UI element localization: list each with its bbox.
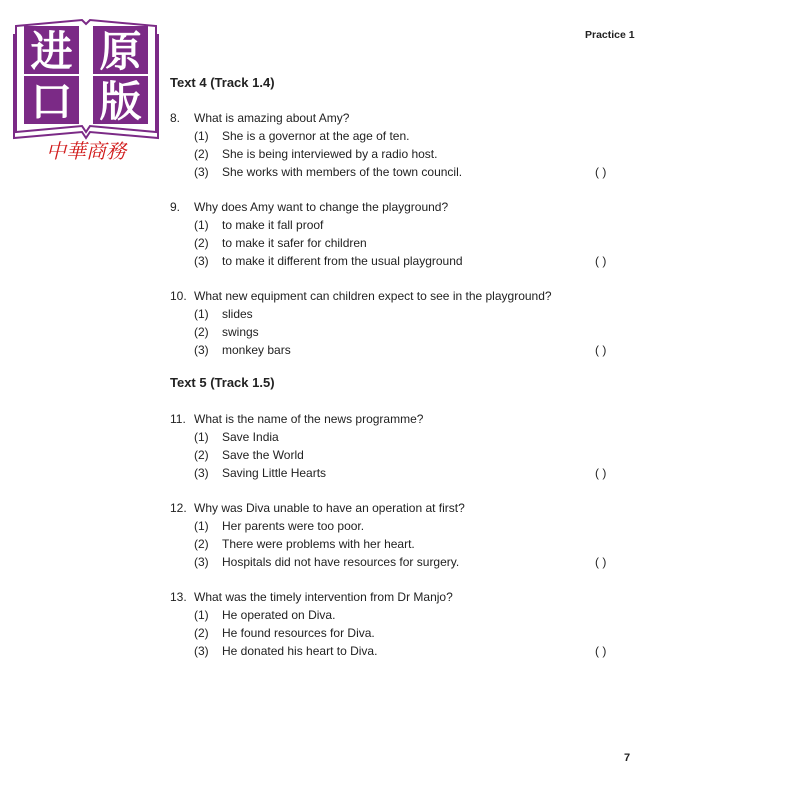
book-logo-graphic bbox=[12, 14, 160, 164]
logo-subtitle: 中華商務 bbox=[46, 139, 126, 163]
option-number: (2) bbox=[194, 325, 209, 339]
option-text: He operated on Diva. bbox=[222, 608, 336, 622]
option-3 bbox=[170, 553, 640, 571]
option-2 bbox=[170, 446, 640, 464]
question-11 bbox=[170, 410, 640, 482]
logo-char-4: 版 bbox=[99, 77, 142, 126]
option-number: (3) bbox=[194, 165, 209, 179]
option-text: Save the World bbox=[222, 448, 304, 462]
option-number: (2) bbox=[194, 626, 209, 640]
option-text: He donated his heart to Diva. bbox=[222, 644, 378, 658]
logo-char-1: 进 bbox=[30, 27, 73, 76]
option-text: Hospitals did not have resources for surgery. bbox=[222, 555, 460, 569]
logo-char-2: 原 bbox=[99, 27, 142, 76]
option-number: (3) bbox=[194, 644, 209, 658]
question-text: What is the name of the news programme? bbox=[194, 412, 424, 426]
option-number: (2) bbox=[194, 236, 209, 250]
option-text: She works with members of the town council. bbox=[222, 165, 463, 179]
question-12 bbox=[170, 499, 640, 571]
option-text: monkey bars bbox=[222, 343, 291, 357]
option-3 bbox=[170, 163, 640, 181]
option-number: (1) bbox=[194, 519, 209, 533]
option-1 bbox=[170, 127, 640, 145]
question-text: What was the timely intervention from Dr Manjo? bbox=[194, 590, 453, 604]
question-number: 13. bbox=[170, 590, 187, 604]
option-number: (3) bbox=[194, 343, 209, 357]
option-2 bbox=[170, 535, 640, 553]
answer-bracket[interactable]: ( ) bbox=[595, 555, 607, 569]
option-text: to make it safer for children bbox=[222, 236, 367, 250]
option-text: Save India bbox=[222, 430, 279, 444]
option-text: Saving Little Hearts bbox=[222, 466, 327, 480]
option-1 bbox=[170, 216, 640, 234]
question-number: 12. bbox=[170, 501, 187, 515]
question-8 bbox=[170, 109, 640, 181]
option-text: slides bbox=[222, 307, 253, 321]
answer-bracket[interactable]: ( ) bbox=[595, 254, 607, 268]
option-text: She is being interviewed by a radio host. bbox=[222, 147, 438, 161]
question-number: 8. bbox=[170, 111, 181, 125]
option-3 bbox=[170, 252, 640, 270]
option-1 bbox=[170, 606, 640, 624]
option-text: to make it fall proof bbox=[222, 218, 324, 232]
option-2 bbox=[170, 323, 640, 341]
question-number: 10. bbox=[170, 289, 187, 303]
question-9 bbox=[170, 198, 640, 270]
option-number: (2) bbox=[194, 147, 209, 161]
answer-bracket[interactable]: ( ) bbox=[595, 165, 607, 179]
option-2 bbox=[170, 234, 640, 252]
publisher-logo bbox=[12, 14, 160, 164]
option-1 bbox=[170, 428, 640, 446]
question-text: What is amazing about Amy? bbox=[194, 111, 350, 125]
option-1 bbox=[170, 305, 640, 323]
question-10 bbox=[170, 287, 640, 359]
option-3 bbox=[170, 464, 640, 482]
option-text: There were problems with her heart. bbox=[222, 537, 415, 551]
option-3 bbox=[170, 341, 640, 359]
answer-bracket[interactable]: ( ) bbox=[595, 466, 607, 480]
option-text: swings bbox=[222, 325, 259, 339]
question-number: 11. bbox=[170, 412, 186, 426]
option-3 bbox=[170, 642, 640, 660]
option-1 bbox=[170, 517, 640, 535]
option-text: He found resources for Diva. bbox=[222, 626, 375, 640]
option-number: (3) bbox=[194, 555, 209, 569]
option-number: (3) bbox=[194, 254, 209, 268]
question-text: Why does Amy want to change the playground? bbox=[194, 200, 449, 214]
section-title-text-5: Text 5 (Track 1.5) bbox=[170, 375, 275, 390]
option-number: (1) bbox=[194, 129, 209, 143]
option-number: (1) bbox=[194, 218, 209, 232]
option-number: (2) bbox=[194, 537, 209, 551]
question-text: What new equipment can children expect to see in the playground? bbox=[194, 289, 552, 303]
option-number: (1) bbox=[194, 608, 209, 622]
answer-bracket[interactable]: ( ) bbox=[595, 644, 607, 658]
question-text: Why was Diva unable to have an operation at first? bbox=[194, 501, 465, 515]
logo-char-3: 口 bbox=[30, 77, 73, 126]
option-number: (2) bbox=[194, 448, 209, 462]
option-text: Her parents were too poor. bbox=[222, 519, 365, 533]
page-number: 7 bbox=[624, 752, 631, 764]
section-title-text-4: Text 4 (Track 1.4) bbox=[170, 75, 275, 90]
option-2 bbox=[170, 624, 640, 642]
answer-bracket[interactable]: ( ) bbox=[595, 343, 607, 357]
option-number: (1) bbox=[194, 430, 209, 444]
question-number: 9. bbox=[170, 200, 181, 214]
option-text: to make it different from the usual playground bbox=[222, 254, 463, 268]
practice-header: Practice 1 bbox=[585, 29, 635, 41]
option-text: She is a governor at the age of ten. bbox=[222, 129, 410, 143]
option-2 bbox=[170, 145, 640, 163]
option-number: (3) bbox=[194, 466, 209, 480]
question-13 bbox=[170, 588, 640, 660]
option-number: (1) bbox=[194, 307, 209, 321]
